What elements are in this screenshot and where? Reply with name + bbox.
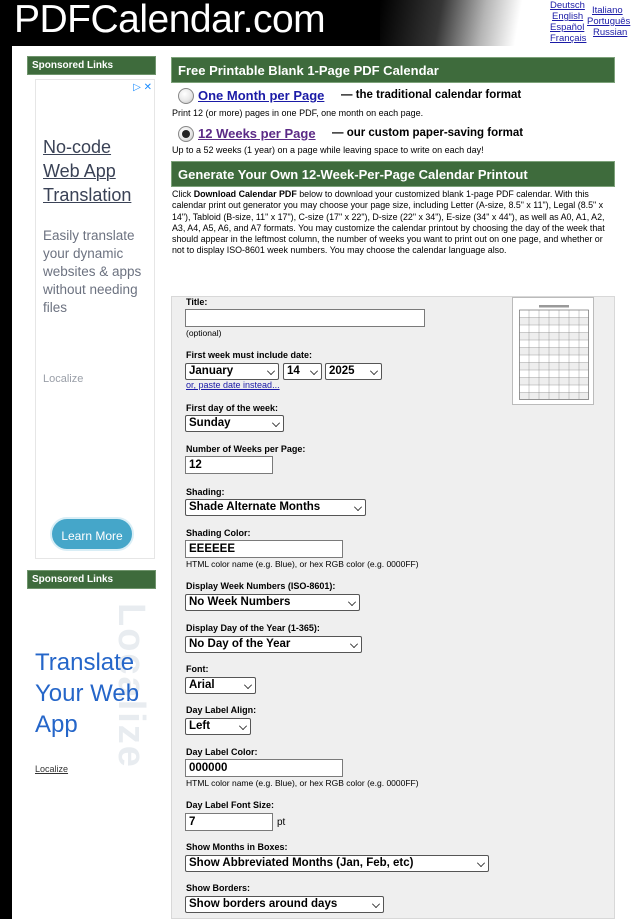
option-description: — our custom paper-saving format [332,127,524,139]
ad-headline[interactable] [43,135,151,207]
font-label: Font: [186,664,209,674]
chevron-down-icon [354,503,362,511]
format-radio-12-weeks[interactable] [178,126,194,142]
chevron-down-icon [239,722,247,730]
lang-link-english[interactable]: English [552,11,584,22]
preview-shaded-row [520,363,589,371]
format-radio-one-month[interactable] [178,88,194,104]
day-label-align-select-value: Left [189,720,211,732]
font-size-unit: pt [277,817,286,828]
day-label-align-label: Day Label Align: [186,705,257,715]
ad-brand-link[interactable]: Localize [35,764,69,774]
chevron-down-icon [348,598,356,606]
title-input[interactable] [185,309,425,327]
shading-color-help: HTML color name (e.g. Blue), or hex RGB color (e.g. 0000FF) [186,559,419,569]
first-day-select-value: Sunday [189,417,231,429]
preview-shaded-row [520,378,589,386]
preview-shaded-row [520,348,589,356]
intro-prefix: Click [172,189,194,199]
shading-select[interactable] [185,499,366,516]
lang-link-russian[interactable]: Russian [593,27,628,38]
year-select[interactable] [325,363,382,380]
section-title-free-calendar: Free Printable Blank 1-Page PDF Calendar [171,57,615,83]
weeks-per-page-label: Number of Weeks per Page: [186,444,306,454]
sidebar-ad-2[interactable] [27,591,156,919]
lang-link-francais[interactable]: Français [550,33,587,44]
language-menu [545,0,631,46]
day-of-year-select-value: No Day of the Year [189,638,291,650]
ad-headline-line: Translation [43,185,132,205]
shading-color-label: Shading Color: [186,528,251,538]
months-in-boxes-select[interactable] [185,855,489,872]
preview-shaded-row [520,393,589,401]
week-numbers-select-value: No Week Numbers [189,596,291,608]
day-of-year-select[interactable] [185,636,362,653]
section-title-generate: Generate Your Own 12-Week-Per-Page Calendar Printout [171,161,615,187]
day-of-year-label: Display Day of the Year (1-365): [186,623,320,633]
sponsored-links-heading: Sponsored Links [27,56,156,75]
chevron-down-icon [267,367,275,375]
shading-label: Shading: [186,487,225,497]
lang-link-deutsch[interactable]: Deutsch [550,0,585,11]
day-label-color-label: Day Label Color: [186,747,258,757]
preview-shaded-row [520,318,589,326]
lang-link-italiano[interactable]: Italiano [592,5,623,16]
ad-body-text: Easily translate your dynamic websites & apps without needing files [43,228,142,315]
first-day-select[interactable] [185,415,284,432]
logo-swoosh [380,0,550,46]
day-select[interactable] [283,363,322,380]
ad-watermark-logo: Localize [110,603,152,769]
sidebar-ad-1[interactable] [35,79,155,559]
shading-color-input[interactable] [185,540,343,558]
lang-link-espanol[interactable]: Español [550,22,585,33]
day-label-color-input[interactable] [185,759,343,777]
adchoices-icon[interactable]: ▷ ✕ [133,82,152,93]
sponsored-links-heading: Sponsored Links [27,570,156,589]
month-select-value: January [189,365,234,377]
one-month-link[interactable]: One Month per Page [198,88,325,103]
first-week-label: First week must include date: [186,350,313,360]
show-borders-select[interactable] [185,896,384,913]
months-in-boxes-select-value: Show Abbreviated Months (Jan, Feb, etc) [189,857,414,869]
week-numbers-label: Display Week Numbers (ISO-8601): [186,581,336,591]
day-select-value: 14 [287,365,300,377]
week-numbers-select[interactable] [185,594,360,611]
chevron-down-icon [310,367,318,375]
title-optional-note: (optional) [186,328,222,338]
chevron-down-icon [372,900,380,908]
option-description: — the traditional calendar format [341,89,522,101]
font-select[interactable] [185,677,256,694]
paste-date-link[interactable]: or, paste date instead... [186,380,280,390]
font-select-value: Arial [189,679,215,691]
page-body [12,46,631,919]
ad-headline-line: No-code [43,137,112,157]
chevron-down-icon [370,367,378,375]
first-day-label: First day of the week: [186,403,279,413]
ad-headline-line: Web App [43,161,116,181]
year-select-value: 2025 [329,365,355,377]
show-borders-label: Show Borders: [186,883,251,893]
ad-brand: Localize [43,373,84,385]
day-label-color-help: HTML color name (e.g. Blue), or hex RGB color (e.g. 0000FF) [186,778,419,788]
month-select[interactable] [185,363,279,380]
months-in-boxes-label: Show Months in Boxes: [186,842,288,852]
chevron-down-icon [244,681,252,689]
intro-paragraph [172,189,616,257]
twelve-weeks-link[interactable]: 12 Weeks per Page [198,126,316,141]
calendar-preview-thumbnail [512,297,594,405]
title-label: Title: [186,297,208,307]
show-borders-select-value: Show borders around days [189,898,338,910]
weeks-per-page-input[interactable] [185,456,273,474]
lang-link-portugues[interactable]: Português [587,16,631,27]
preview-shaded-row [520,333,589,341]
preview-grid-icon [519,304,589,400]
preview-title-bar [539,305,569,308]
option-note: Up to a 52 weeks (1 year) on a page while leaving space to write on each day! [172,145,484,155]
intro-rest: below to download your customized blank 1-page PDF calendar. With this calendar print out generator you may choose your page size, including Letter (A-size, 8.5" x 11"), Legal (8.5" x 14"), Tabloid (B-size, 11" x 17"), C-size (17" x 22"), D-size (22" x 34"), E-size (34" x 44"), as well as A0, A1, A2, A3, A4, A5, A6, and A7 formats. You may customize the calendar printout by choosing the day of the week that should appear in the leftmost column, the number of weeks you want to print out on one page, and whether or not to display ISO-8601 week numbers. You may choose the calendar language also. [172,189,605,256]
day-label-font-size-label: Day Label Font Size: [186,800,275,810]
ad-headline[interactable]: Translate Your Web App [35,649,140,738]
intro-download-emphasis: Download Calendar PDF [193,189,297,199]
option-note: Print 12 (or more) pages in one PDF, one month on each page. [172,108,424,118]
site-logo[interactable]: PDFCalendar.com [14,0,326,41]
ad-learn-more-button[interactable]: Learn More [50,517,134,551]
calendar-options-form [171,296,615,919]
day-label-font-size-input[interactable] [185,813,273,831]
day-label-align-select[interactable] [185,718,251,735]
chevron-down-icon [272,419,280,427]
chevron-down-icon [477,859,485,867]
shading-select-value: Shade Alternate Months [189,501,321,513]
site-header [0,0,631,46]
chevron-down-icon [350,640,358,648]
